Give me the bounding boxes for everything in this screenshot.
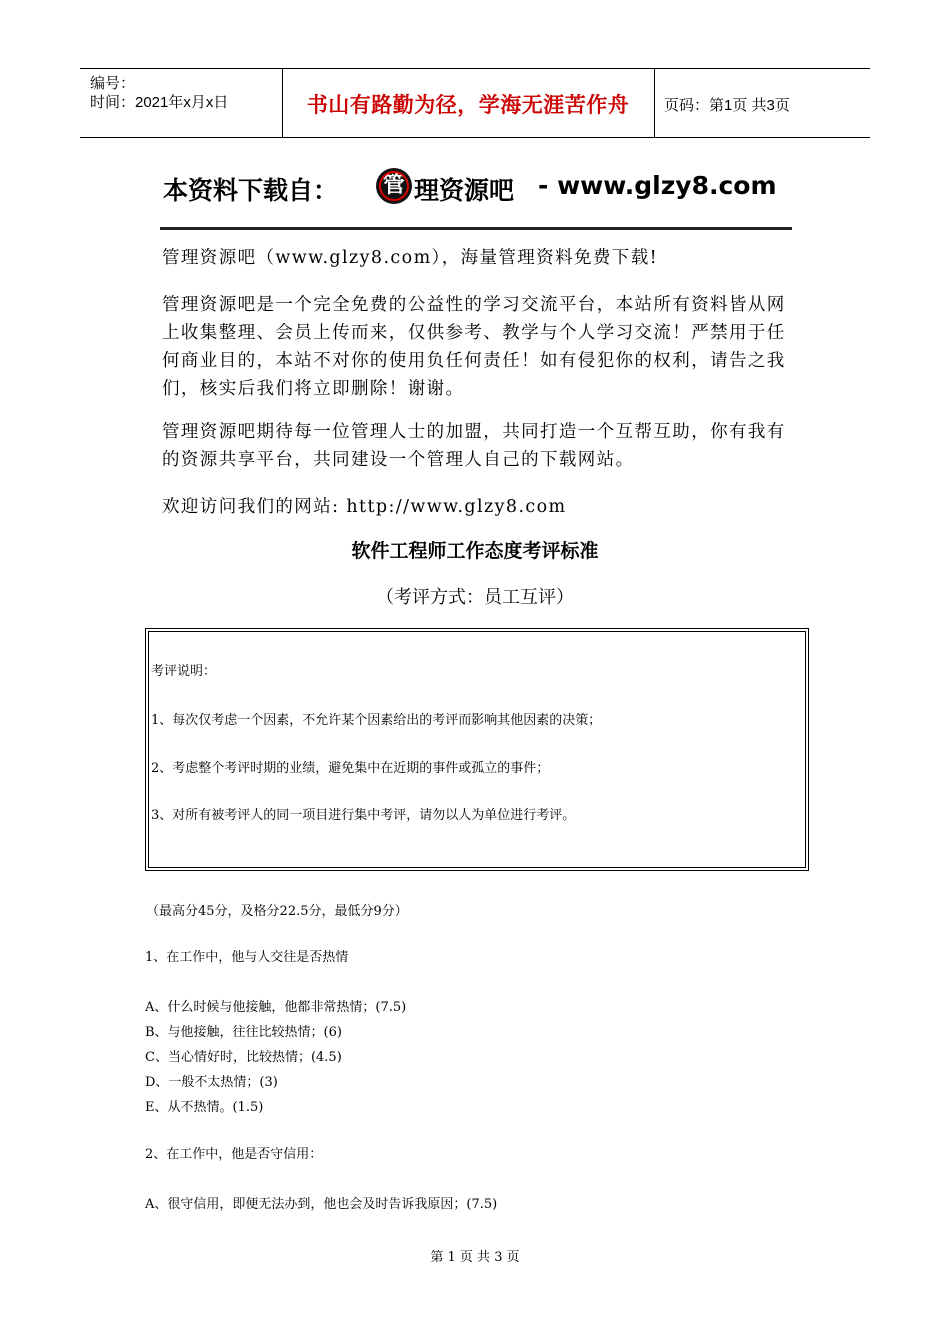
time-label: 时间：2021年x月x日 [90,94,229,111]
banner-site-name: 理资源吧 [414,176,515,205]
instructions-box-inner [148,631,806,868]
header-motto-cell [282,69,655,137]
page-footer: 第 1 页 共 3 页 [430,1250,520,1265]
q1-option-a: A、什么时候与他接触，他都非常热情；(7.5) [145,1000,407,1015]
banner-prefix: 本资料下载自： [163,176,339,205]
page-info: 页码：第1页 共3页 [664,97,790,114]
intro-paragraph-3: 管理资源吧期待每一位管理人士的加盟，共同打造一个互帮互助，你有我有的资源共享平台，共同建设一个管理人自己的下载网站。 [162,422,786,470]
instruction-item-2: 2、考虑整个考评时期的业绩，避免集中在近期的事件或孤立的事件； [151,761,550,776]
banner-divider [160,227,792,230]
instructions-box [145,628,809,871]
logo-char: 管 [382,173,405,198]
document-title: 软件工程师工作态度考评标准 [351,540,599,562]
banner-suffix: - www.glzy8.com [538,171,777,200]
question-2: 2、在工作中，他是否守信用： [145,1147,323,1162]
motto: 书山有路勤为径，学海无涯苦作舟 [306,93,630,117]
q1-option-e: E、从不热情。(1.5) [145,1100,264,1115]
intro-paragraph-1: 管理资源吧（www.glzy8.com），海量管理资料免费下载! [162,248,659,268]
header-meta-cell [80,69,283,137]
header-table [80,68,870,138]
number-label: 编号： [90,75,136,92]
q1-option-c: C、当心情好时，比较热情；(4.5) [145,1050,342,1065]
question-1: 1、在工作中，他与人交往是否热情 [145,950,349,965]
q1-option-d: D、一般不太热情；(3) [145,1075,278,1090]
intro-paragraph-4: 欢迎访问我们的网站: http://www.glzy8.com [162,497,567,517]
header-page-cell [654,69,870,137]
instruction-item-3: 3、对所有被考评人的同一项目进行集中考评，请勿以人为单位进行考评。 [151,808,576,823]
document-subtitle: （考评方式：员工互评） [376,587,574,608]
q1-option-b: B、与他接触，往往比较热情；(6) [145,1025,342,1040]
score-note: （最高分45分，及格分22.5分，最低分9分） [146,904,408,919]
instruction-item-1: 1、每次仅考虑一个因素，不允许某个因素给出的考评而影响其他因素的决策； [151,713,602,728]
instructions-heading: 考评说明： [151,664,217,679]
q2-option-a: A、很守信用，即便无法办到，他也会及时告诉我原因；(7.5) [145,1197,498,1212]
intro-paragraph-2: 管理资源吧是一个完全免费的公益性的学习交流平台，本站所有资料皆从网上收集整理、会员上传而来，仅供参考、教学与个人学习交流！严禁用于任何商业目的，本站不对你的使用负任何责任！如有侵犯你的权利，请告之我们，核实后我们将立即删除！谢谢。 [162,295,786,399]
logo-icon [376,168,412,204]
